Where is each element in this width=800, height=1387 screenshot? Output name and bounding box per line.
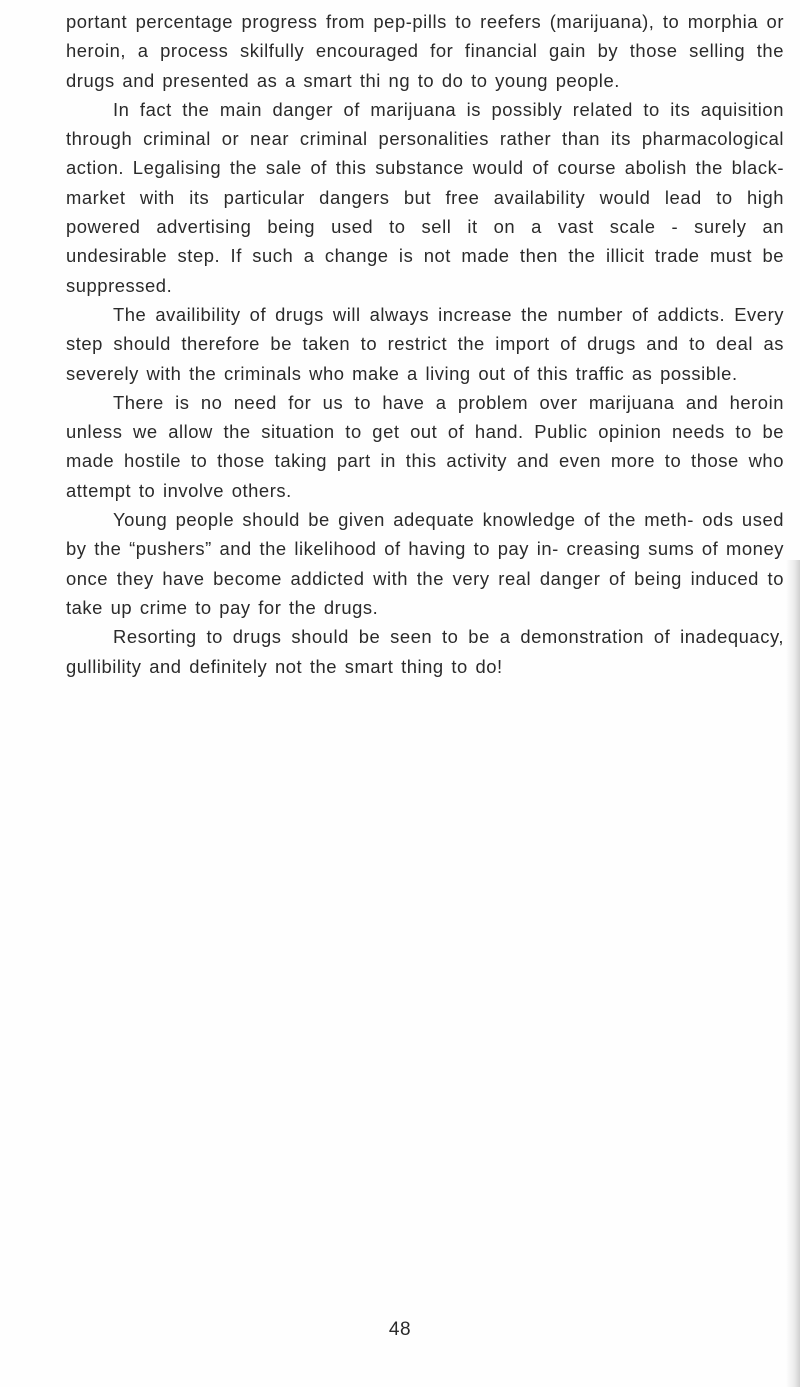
scan-shadow-edge — [786, 560, 800, 1387]
body-text — [66, 7, 784, 681]
paragraph-young-people: Young people should be given adequate knowledge of the meth- ods used by the “pushers” and the likelihood of having to pay in- creasing sums of money once they have become addicted with the very real danger of being induced to take up crime to pay for the drugs. — [66, 509, 784, 618]
paragraph-continuation: portant percentage progress from pep-pills to reefers (marijuana), to morphia or heroin, a process skilfully encouraged for financial gain by those selling the drugs and presented as a smart thi ng to do to young people. — [66, 11, 784, 91]
paragraph-marijuana-danger: In fact the main danger of marijuana is possibly related to its aquisition through criminal or near criminal personalities rather than its pharmacological action. Legalising the sale of this substance would of course abolish the black-market with its particular dangers but free availability would lead to high powered advertising being used to sell it on a vast scale - surely an undesirable step. If such a change is not made then the illicit trade must be suppressed. — [66, 98, 784, 296]
paragraph-availability: The availibility of drugs will always increase the number of addicts. Every step should therefore be taken to restrict the import of drugs and to deal as severely with the criminals who make a living out of this traffic as possible. — [66, 303, 784, 384]
page-number: 48 — [388, 1319, 412, 1340]
paragraph-conclusion: Resorting to drugs should be seen to be a demonstration of inadequacy, gullibility and definitely not the smart thing to do! — [66, 626, 784, 677]
paragraph-public-opinion: There is no need for us to have a problem over marijuana and heroin unless we allow the situation to get out of hand. Public opinion needs to be made hostile to those taking part in this activity and even more to those who attempt to involve others. — [66, 391, 784, 501]
